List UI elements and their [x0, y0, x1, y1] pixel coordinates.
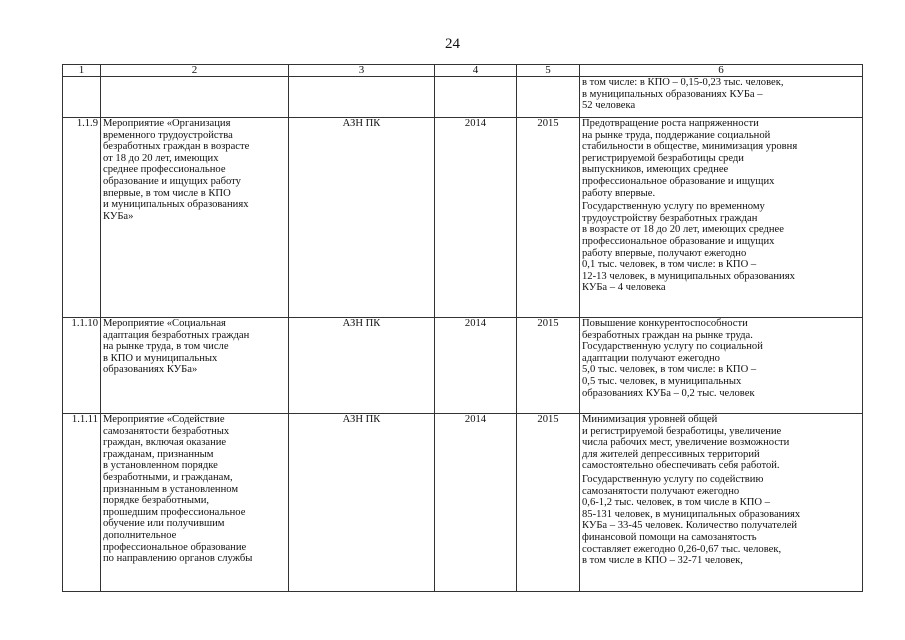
end-year-cell: [517, 77, 580, 118]
executor-cell: [289, 77, 435, 118]
end-year-cell: 2015: [517, 318, 580, 414]
event-cell: [101, 77, 289, 118]
executor-cell: АЗН ПК: [289, 318, 435, 414]
result-paragraph: Повышение конкурентоспособности безработных граждан на рынке труда. Государственную услугу по социальной адаптации получают ежегодно 5,0 тыс. человек, в том числе: в КПО – 0,5 тыс. человек, в муниципальных образованиях КУБа – 0,2 тыс. человек: [582, 318, 763, 399]
table-row: [63, 77, 863, 118]
executor-cell: АЗН ПК: [289, 118, 435, 318]
table-row: [63, 318, 863, 414]
end-year-cell: 2015: [517, 118, 580, 318]
column-header: 2: [101, 65, 289, 77]
event-text: Мероприятие «Содействие самозанятости безработных граждан, включая оказание гражданам, признанным в установленном порядке безработными, и гражданам, признанным в установленном порядке безработными, прошедшим профессиональное обучение или получившим дополнительное профессиональное образование по направлению органов службы: [103, 414, 253, 565]
start-year-cell: 2014: [435, 414, 517, 592]
row-number: [63, 77, 101, 118]
start-year-cell: [435, 77, 517, 118]
result-paragraph: Государственную услугу по содействию самозанятости получают ежегодно 0,6-1,2 тыс. человек, в том числе в КПО – 85-131 человек, в муниципальных образованиях КУБа – 33-45 человек. Количество получателей финансовой помощи на самозанятость составляет ежегодно 0,26-0,67 тыс. человек, в том числе в КПО – 32-71 человек,: [582, 473, 801, 567]
column-header: 5: [517, 65, 580, 77]
table-header-row: [63, 65, 863, 77]
result-cell: [580, 318, 863, 414]
event-text: Мероприятие «Организация временного трудоустройства безработных граждан в возрасте от 18 до 20 лет, имеющих среднее профессиональное образование и ищущих работу впервые, в том числе в КПО и муниципальных образованиях КУБа»: [103, 118, 250, 222]
column-header: 3: [289, 65, 435, 77]
end-year-cell: 2015: [517, 414, 580, 592]
result-paragraph: Минимизация уровней общей и регистрируемой безработицы, увеличение числа рабочих мест, увеличение возможности для жителей депрессивных территорий самостоятельно обеспечивать себя работой.: [582, 414, 790, 472]
table-row: [63, 118, 863, 318]
result-paragraph: Предотвращение роста напряженности на рынке труда, поддержание социальной стабильности в обществе, минимизация уровня регистрируемой безработицы среди выпускников, имеющих среднее профессиональное образование и ищущих работу впервые.: [582, 118, 798, 199]
result-paragraph: в том числе: в КПО – 0,15-0,23 тыс. человек, в муниципальных образованиях КУБа – 52 человека: [582, 77, 784, 112]
start-year-cell: 2014: [435, 318, 517, 414]
event-cell: [101, 118, 289, 318]
result-cell: [580, 414, 863, 592]
start-year-cell: 2014: [435, 118, 517, 318]
column-header: 6: [580, 65, 863, 77]
result-paragraph: Государственную услугу по временному трудоустройству безработных граждан в возрасте от 18 до 20 лет, имеющих среднее профессиональное образование и ищущих работу впервые, получают ежегодно 0,1 тыс. человек, в том числе: в КПО – 12-13 человек, в муниципальных образованиях КУБа – 4 человека: [582, 201, 795, 294]
column-header: 1: [63, 65, 101, 77]
column-header: 4: [435, 65, 517, 77]
row-number: 1.1.11: [63, 414, 101, 592]
event-text: Мероприятие «Социальная адаптация безработных граждан на рынке труда, в том числе в КПО и муниципальных образованиях КУБа»: [103, 318, 250, 376]
executor-cell: АЗН ПК: [289, 414, 435, 592]
result-cell: [580, 118, 863, 318]
row-number: 1.1.10: [63, 318, 101, 414]
result-cell: [580, 77, 863, 118]
event-cell: [101, 318, 289, 414]
row-number: 1.1.9: [63, 118, 101, 318]
event-cell: [101, 414, 289, 592]
document-table: [62, 64, 863, 592]
page-number: 24: [445, 36, 460, 52]
table-row: [63, 414, 863, 592]
